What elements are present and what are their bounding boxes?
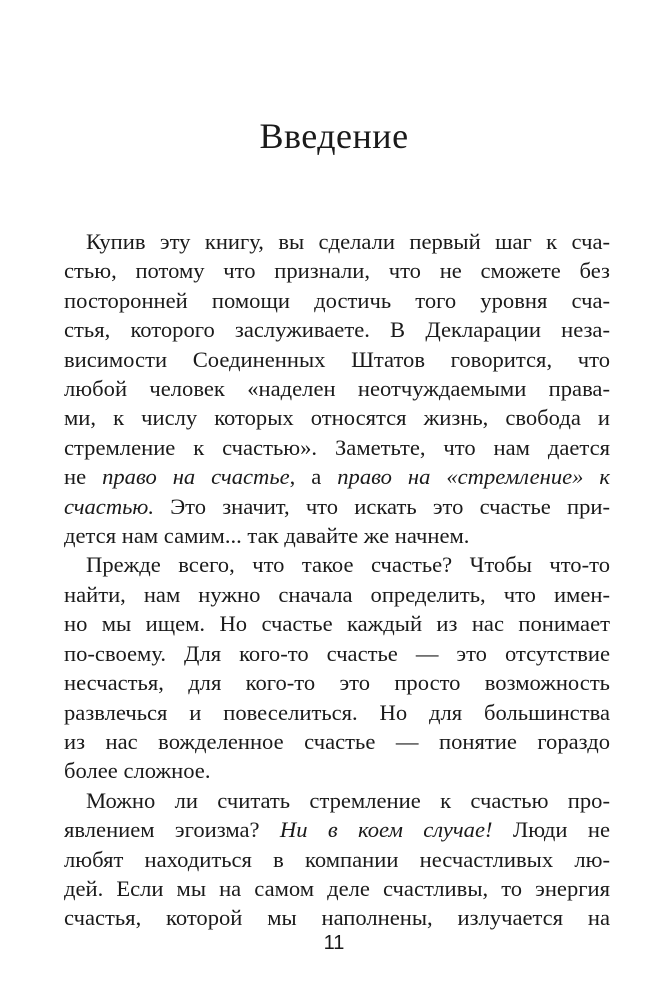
text-line: счастья, которой мы наполнены, излучается на [64, 905, 610, 931]
page-number: 11 [323, 932, 345, 954]
text-line: более сложное. [64, 758, 211, 784]
text-line: ми, к числу которых относятся жизнь, свобода и [64, 405, 610, 431]
text-line: Купив эту книгу, вы сделали первый шаг к сча- [86, 229, 610, 254]
text-line: счастью. Это значит, что искать это счастье при- [64, 493, 610, 519]
text-line: стью, потому что признали, что не сможете без [64, 258, 610, 284]
italic-phrase: право на «стремление» к [337, 464, 610, 490]
text-line: висимости Соединенных Штатов говорится, что [64, 346, 610, 372]
text-line: стремление к счастью». Заметьте, что нам дается [64, 434, 610, 460]
text-line: не право на счастье, а право на «стремление» к [64, 464, 610, 490]
text-line: но мы ищем. Но счастье каждый из нас понимает [64, 611, 610, 637]
italic-phrase: счастью. [64, 493, 155, 519]
text-line: стья, которого заслуживаете. В Декларации неза- [64, 317, 610, 343]
text-line: несчастья, для кого-то это просто возможность [64, 670, 610, 696]
text-line: явлением эгоизма? Ни в коем случае! Люди не [64, 817, 610, 843]
paragraph [64, 786, 610, 933]
italic-phrase: право на счастье [102, 464, 290, 490]
text-line: любят находиться в компании несчастливых лю- [64, 846, 610, 872]
text-line: из нас вожделенное счастье — понятие гораздо [64, 728, 610, 754]
text-line: дей. Если мы на самом деле счастливы, то энергия [64, 875, 610, 901]
italic-phrase: Ни в коем случае! [279, 817, 493, 843]
text-line: развлечься и повеселиться. Но для большинства [64, 699, 610, 725]
text-line: найти, нам нужно сначала определить, что имен- [64, 581, 610, 607]
text-line: Прежде всего, что такое счастье? Чтобы что-то [86, 552, 610, 578]
paragraph [64, 550, 610, 785]
text-line: Можно ли считать стремление к счастью про- [86, 787, 610, 813]
chapter-title: Введение [259, 116, 409, 156]
text-line: по-своему. Для кого-то счастье — это отсутствие [64, 640, 610, 666]
text-line: любой человек «наделен неотчуждаемыми права- [64, 376, 610, 402]
text-line: посторонней помощи достичь того уровня сча- [64, 287, 610, 313]
text-line: дется нам самим... так давайте же начнем. [64, 523, 470, 549]
paragraph [64, 227, 610, 550]
chapter-body [64, 227, 610, 933]
